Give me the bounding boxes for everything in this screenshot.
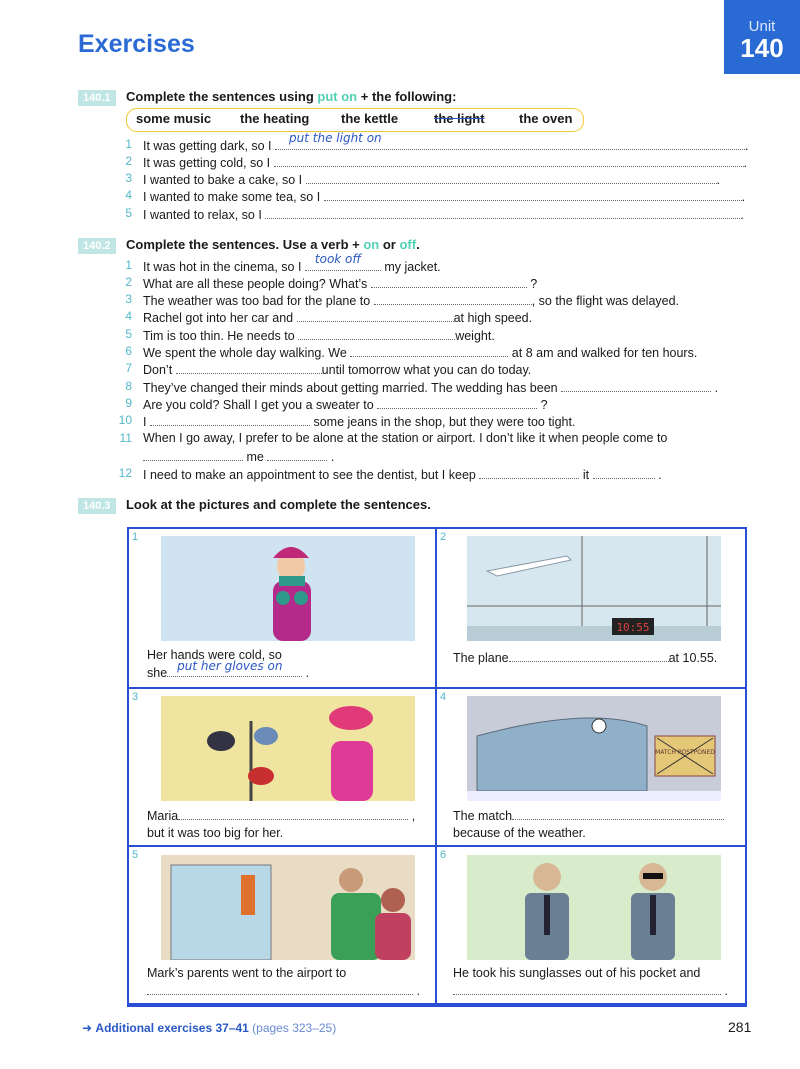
- answer-blank[interactable]: [479, 466, 579, 479]
- answer-blank[interactable]: [512, 807, 724, 820]
- woman-hat-picture: [161, 696, 415, 801]
- list-item: 9 Are you cold? Shall I get you a sweater to ?: [125, 396, 548, 412]
- picture-cell-5: 5 Mark’s parents went to the airport to .: [129, 847, 435, 1003]
- clock-display: 10:55: [616, 621, 650, 634]
- picture-cell-2: 2 10:55 The plane at 10.55.: [437, 529, 745, 687]
- woman-gloves-picture: [161, 536, 415, 641]
- picture-grid: [127, 527, 747, 1007]
- picture-cell-1: 1 Her hands were cold, so she put her gloves on .: [129, 529, 435, 687]
- airport-farewell-picture: [161, 855, 415, 960]
- caption: The plane at 10.55.: [453, 651, 718, 665]
- answer-blank[interactable]: [178, 807, 408, 820]
- list-item: 4 I wanted to make some tea, so I .: [125, 188, 746, 204]
- exercise-label: 140.3: [78, 498, 116, 514]
- list-item: 1 It was getting dark, so I put the light on .: [125, 131, 749, 153]
- list-item: 5 Tim is too thin. He needs to weight.: [125, 327, 495, 343]
- list-item: 1 It was hot in the cinema, so I took off my jacket.: [125, 252, 441, 274]
- answer-blank[interactable]: [374, 292, 532, 305]
- picture-cell-3: 3 Maria , but it was too big for her.: [129, 689, 435, 845]
- arrow-icon: ➜: [82, 1021, 93, 1035]
- answer-blank[interactable]: [593, 466, 655, 479]
- word-option: some music: [136, 111, 212, 126]
- additional-exercises-link[interactable]: ➜ Additional exercises 37–41 (pages 323–25): [82, 1021, 337, 1035]
- caption: The match because of the weather.: [453, 807, 724, 842]
- page-title: Exercises: [78, 30, 195, 58]
- page-number: 281: [728, 1019, 752, 1035]
- word-option: the heating: [240, 111, 310, 126]
- exercise-instruction: Look at the pictures and complete the sentences.: [125, 497, 431, 512]
- answer-blank[interactable]: [324, 188, 742, 201]
- postponed-sign-text: MATCH POSTPONED: [655, 749, 715, 756]
- handwritten-answer: took off: [314, 252, 362, 266]
- word-option: the oven: [519, 111, 573, 126]
- answer-blank[interactable]: [561, 379, 711, 392]
- word-option: the kettle: [341, 111, 399, 126]
- caption: Maria , but it was too big for her.: [147, 809, 416, 840]
- answer-blank[interactable]: [297, 309, 454, 322]
- word-option-used: the light: [434, 111, 485, 126]
- list-item: 12 I need to make an appointment to see the dentist, but I keep it .: [118, 466, 662, 482]
- picture-cell-4: 4 MATCH POSTPONED The match because of the weather.: [437, 689, 745, 845]
- list-item: 3 I wanted to bake a cake, so I .: [125, 171, 721, 187]
- list-item: 5 I wanted to relax, so I .: [125, 206, 744, 222]
- answer-blank[interactable]: [377, 396, 537, 409]
- list-item: 11 When I go away, I prefer to be alone at the station or airport. I don’t like it when people come to: [119, 431, 668, 445]
- caption: Her hands were cold, so she put her gloves on .: [147, 648, 310, 680]
- list-item: 8 They’ve changed their minds about getting married. The wedding has been .: [125, 379, 719, 395]
- list-item-continuation: me .: [143, 448, 334, 464]
- answer-blank[interactable]: [371, 275, 527, 288]
- answer-blank[interactable]: [274, 154, 744, 167]
- answer-blank[interactable]: [306, 171, 717, 184]
- list-item: 6 We spent the whole day walking. We at 8 am and walked for ten hours.: [125, 344, 698, 360]
- answer-blank[interactable]: [150, 413, 310, 426]
- list-item: 3 The weather was too bad for the plane to , so the flight was delayed.: [125, 292, 680, 308]
- exercise-3-heading: [78, 496, 431, 514]
- man-sunglasses-picture: [467, 855, 721, 960]
- answer-blank[interactable]: [267, 448, 327, 461]
- answer-blank[interactable]: [147, 982, 413, 995]
- handwritten-answer: put her gloves on: [177, 659, 283, 673]
- answer-blank[interactable]: [143, 448, 243, 461]
- answer-blank[interactable]: [265, 206, 740, 219]
- unit-tab: [724, 0, 800, 74]
- answer-blank[interactable]: [305, 252, 381, 271]
- exercise-instruction: Complete the sentences using put on + the following:: [125, 89, 457, 104]
- list-item: 2 What are all these people doing? What’s ?: [125, 275, 538, 291]
- list-item: 7 Don’t until tomorrow what you can do today.: [125, 361, 532, 377]
- caption: He took his sunglasses out of his pocket and .: [453, 966, 728, 998]
- list-item: 10 I some jeans in the shop, but they were too tight.: [118, 413, 576, 429]
- plane-takeoff-picture: [467, 536, 721, 641]
- list-item: 2 It was getting cold, so I .: [125, 154, 748, 170]
- caption: Mark’s parents went to the airport to .: [147, 966, 420, 998]
- answer-blank[interactable]: [167, 659, 302, 677]
- picture-cell-6: 6 He took his sunglasses out of his pocket and .: [437, 847, 745, 1003]
- answer-blank[interactable]: [350, 344, 508, 357]
- exercise-instruction: Complete the sentences. Use a verb + on or off.: [125, 237, 420, 252]
- exercise-1-heading: [78, 88, 456, 106]
- unit-number: 140: [740, 33, 784, 63]
- exercise-label: 140.1: [78, 90, 116, 106]
- exercise-label: 140.2: [78, 238, 116, 254]
- answer-blank[interactable]: [298, 327, 455, 340]
- exercise-2-heading: [78, 236, 420, 254]
- unit-label: Unit: [748, 18, 776, 35]
- answer-blank[interactable]: [176, 361, 322, 374]
- handwritten-answer: put the light on: [289, 131, 382, 145]
- list-item: 4 Rachel got into her car and at high speed.: [125, 309, 533, 325]
- stadium-snow-picture: [467, 696, 721, 801]
- answer-blank[interactable]: [453, 982, 721, 995]
- answer-blank[interactable]: [509, 649, 669, 662]
